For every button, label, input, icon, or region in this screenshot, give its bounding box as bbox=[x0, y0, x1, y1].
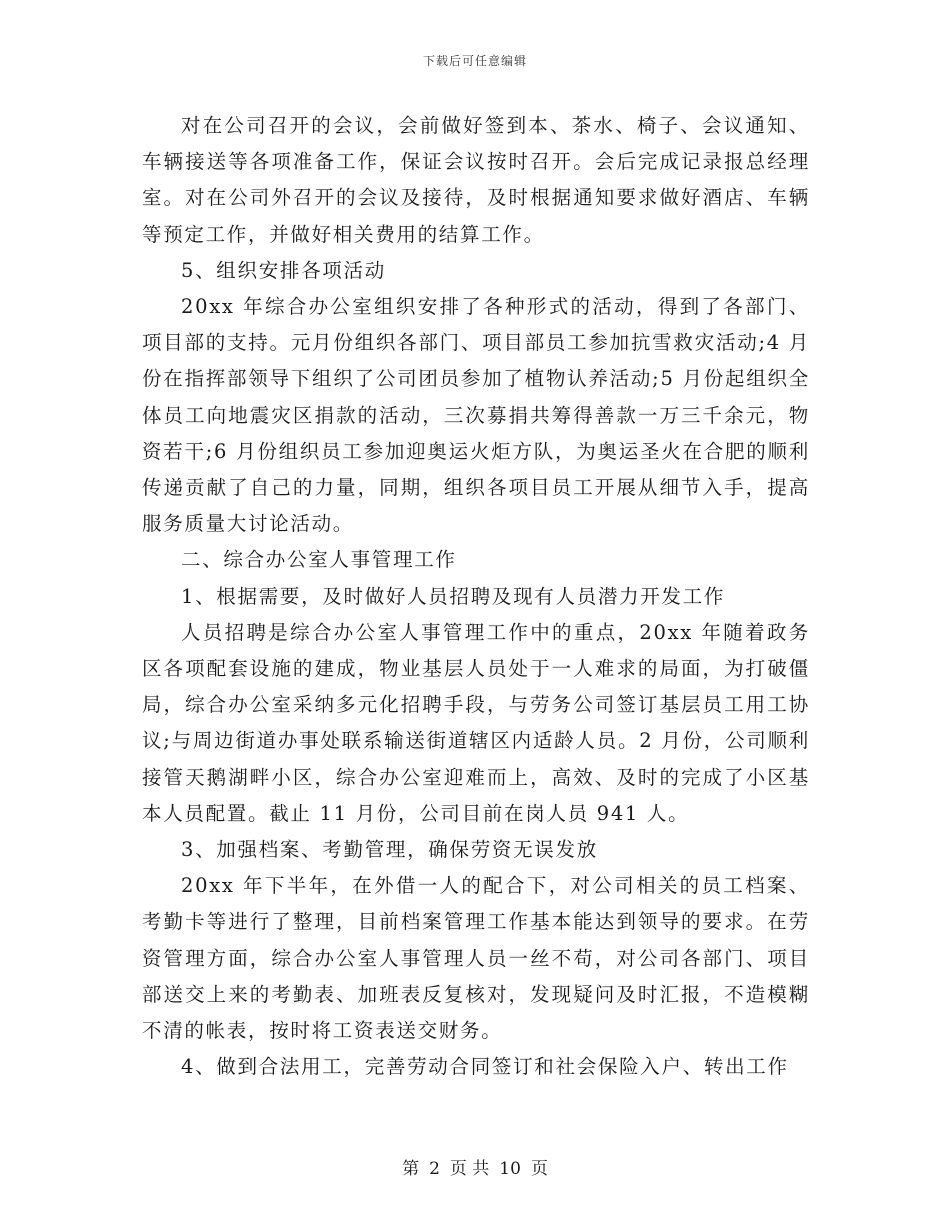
document-body bbox=[142, 108, 810, 1085]
paragraph-archives-attendance: 20xx 年下半年，在外借一人的配合下，对公司相关的员工档案、考勤卡等进行了整理，目前档案管理工作基本能达到领导的要求。在劳资管理方面，综合办公室人事管理人员一丝不苟，对公司各部门、项目部送交上来的考勤表、加班表反复核对，发现疑问及时汇报，不造模糊不清的帐表，按时将工资表送交财务。 bbox=[142, 874, 810, 1043]
paragraph-meeting-prep: 对在公司召开的会议，会前做好签到本、茶水、椅子、会议通知、车辆接送等各项准备工作，保证会议按时召开。会后完成记录报总经理室。对在公司外召开的会议及接待，及时根据通知要求做好酒店、车辆等预定工作，并做好相关费用的结算工作。 bbox=[142, 114, 810, 246]
footer-page-number: 2 bbox=[429, 1159, 440, 1179]
heading-archives-attendance: 3、加强档案、考勤管理，确保劳资无误发放 bbox=[181, 838, 598, 862]
heading-recruitment: 1、根据需要，及时做好人员招聘及现有人员潜力开发工作 bbox=[181, 584, 726, 608]
heading-hr-management: 二、综合办公室人事管理工作 bbox=[181, 548, 457, 572]
paragraph-activities: 20xx 年综合办公室组织安排了各种形式的活动，得到了各部门、项目部的支持。元月份组织各部门、项目部员工参加抗雪救灾活动;4 月份在指挥部领导下组织了公司团员参加了植物认养活动;5 月份起组织全体员工向地震灾区捐款的活动，三次募捐共筹得善款一万三千余元，物资若干;6 月份组织员工参加迎奥运火炬方队，为奥运圣火在合肥的顺利传递贡献了自己的力量，同期，组织各项目员工开展从细节入手，提高服务质量大讨论活动。 bbox=[142, 295, 810, 536]
page-footer bbox=[0, 1154, 950, 1179]
footer-total-pages: 10 bbox=[499, 1159, 521, 1179]
footer-prefix: 第 bbox=[402, 1159, 420, 1179]
paragraph-recruitment: 人员招聘是综合办公室人事管理工作中的重点，20xx 年随着政务区各项配套设施的建成，物业基层人员处于一人难求的局面，为打破僵局，综合办公室采纳多元化招聘手段，与劳务公司签订基层员工用工协议;与周边街道办事处联系输送街道辖区内适龄人员。2 月份，公司顺利接管天鹅湖畔小区，综合办公室迎难而上，高效、及时的完成了小区基本人员配置。截止 11 月份，公司目前在岗人员 941 人。 bbox=[142, 620, 810, 825]
heading-activities: 5、组织安排各项活动 bbox=[181, 258, 386, 282]
page-header: 下载后可任意编辑 bbox=[422, 54, 527, 68]
footer-suffix: 页 bbox=[530, 1159, 548, 1179]
heading-legal-employment: 4、做到合法用工，完善劳动合同签订和社会保险入户、转出工作 bbox=[181, 1055, 789, 1079]
footer-middle: 页 共 bbox=[449, 1159, 490, 1179]
